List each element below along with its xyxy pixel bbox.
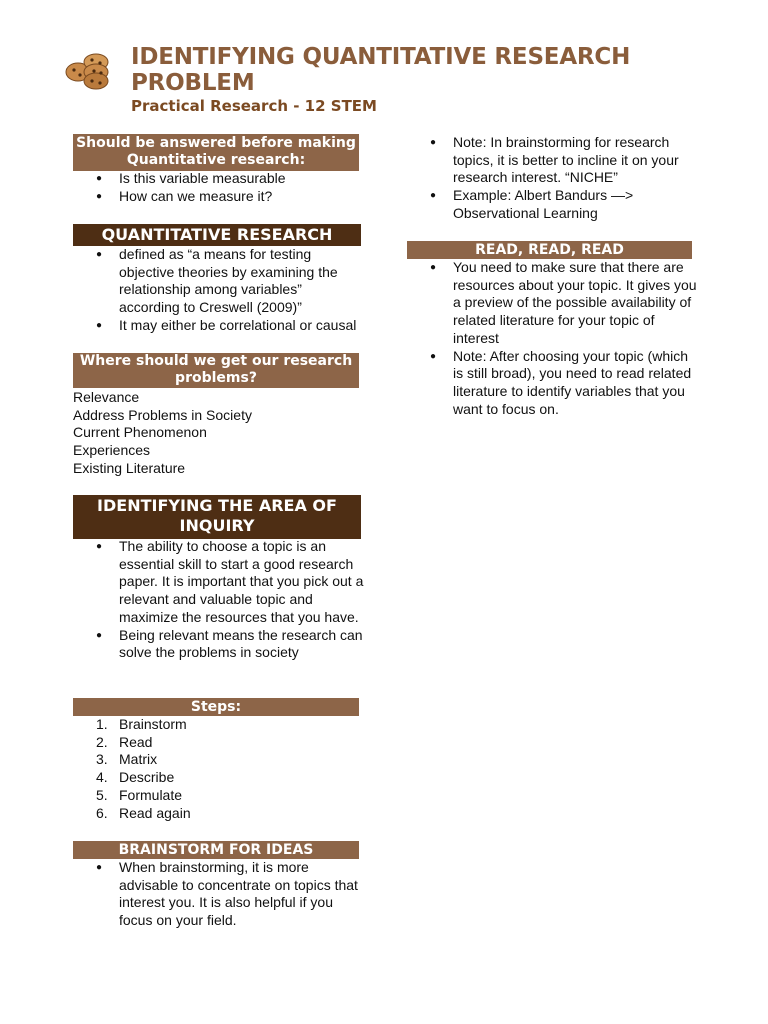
list-item: Existing Literature: [73, 459, 186, 476]
section-heading-read: READ, READ, READ: [407, 241, 692, 259]
before-list: [73, 170, 363, 205]
list-item: Current Phenomenon: [73, 424, 207, 441]
list-item: ● Being relevant means the research can solve the problems in society: [73, 627, 365, 662]
list-item: ● Is this variable measurable: [73, 170, 363, 188]
section-heading-quant: QUANTITATIVE RESEARCH: [73, 224, 361, 246]
where-list: [73, 389, 363, 478]
list-item: Address Problems in Society: [73, 406, 252, 423]
section-heading-where: Where should we get our research problems?: [73, 353, 359, 388]
list-item: ● It may either be correlational or causal: [73, 317, 365, 335]
section-heading-before: Should be answered before making Quantitative research:: [73, 134, 359, 171]
list-item: Experiences: [73, 442, 151, 459]
brainstorm-list: [73, 859, 363, 930]
read-list: [407, 259, 699, 418]
quant-list: [73, 246, 365, 335]
step-item: 5. Formulate: [96, 786, 183, 803]
steps-list: [73, 716, 363, 822]
list-item: ● defined as “a means for testing objective theories by examining the relationship among variables” according to Creswell (2009)”: [73, 246, 365, 317]
list-item: ● You need to make sure that there are resources about your topic. It gives you a preview of the possible availability of related literature for your topic of interest: [407, 259, 699, 348]
step-item: 3. Matrix: [96, 751, 158, 768]
list-item: ● When brainstorming, it is more advisable to concentrate on topics that interest you. It is also helpful if you focus on your field.: [73, 859, 363, 930]
section-heading-brainstorm: BRAINSTORM FOR IDEAS: [73, 841, 359, 859]
page-subtitle: Practical Research - 12 STEM: [131, 97, 377, 115]
step-item: 1. Brainstorm: [96, 716, 187, 732]
step-item: 6. Read again: [96, 804, 191, 821]
area-list: [73, 538, 365, 662]
list-item: ● The ability to choose a topic is an essential skill to start a good research paper. It is important that you pick out a relevant and valuable topic and maximize the resources that you have.: [73, 538, 365, 627]
step-item: 4. Describe: [96, 769, 175, 786]
page-title: IDENTIFYING QUANTITATIVE RESEARCH PROBLEM: [131, 44, 631, 96]
cookies-icon: [64, 48, 116, 92]
step-item: 2. Read: [96, 733, 153, 750]
list-item: ● How can we measure it?: [73, 188, 363, 206]
section-heading-steps: Steps:: [73, 698, 359, 716]
list-item: ● Note: After choosing your topic (which is still broad), you need to read related literature to identify variables that you want to focus on.: [407, 348, 699, 419]
list-item: ● Note: In brainstorming for research topics, it is better to incline it on your research interest. “NICHE”: [407, 134, 699, 187]
notes-list: [407, 134, 699, 223]
list-item: ● Example: Albert Bandurs —> Observational Learning: [407, 187, 699, 222]
section-heading-area: IDENTIFYING THE AREA OF INQUIRY: [73, 495, 361, 539]
list-item: Relevance: [73, 389, 140, 405]
